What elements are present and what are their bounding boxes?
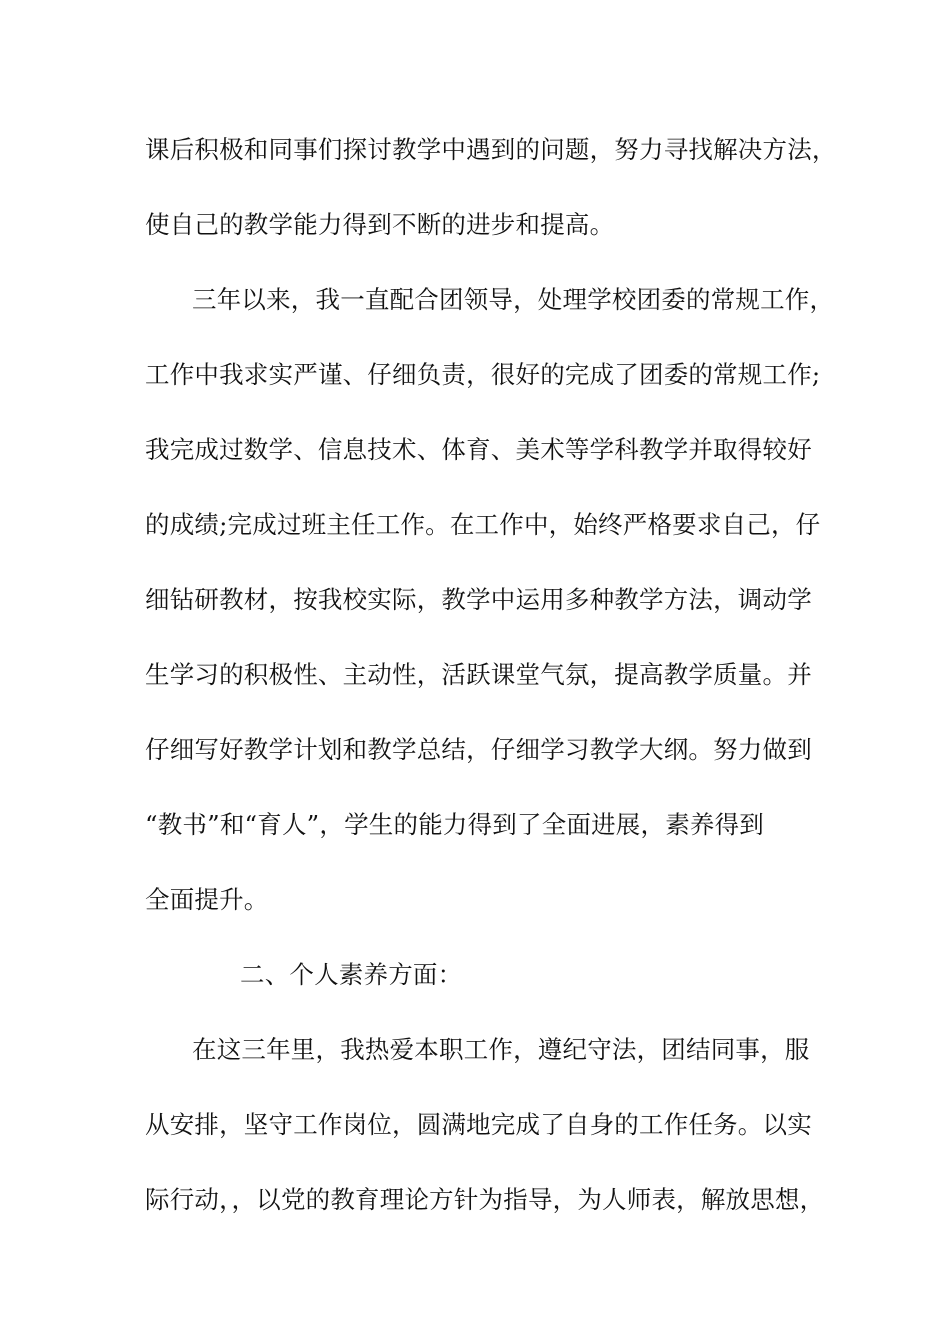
paragraph-line: 使自己的教学能力得到不断的进步和提高。 [145,210,615,239]
paragraph-line: 课后积极和同事们探讨教学中遇到的问题，努力寻找解决方法， [145,135,837,164]
paragraph-line: 仔细写好教学计划和教学总结，仔细学习教学大纲。努力做到 [145,735,812,764]
paragraph-line: 从安排，坚守工作岗位，圆满地完成了自身的工作任务。以实 [145,1110,812,1139]
paragraph-line: 的成绩;完成过班主任工作。在工作中，始终严格要求自己，仔 [145,510,821,539]
paragraph-line: 细钻研教材，按我校实际，教学中运用多种教学方法，调动学 [145,585,812,614]
section-heading: 二、个人素养方面： [240,960,463,989]
paragraph-line: 我完成过数学、信息技术、体育、美术等学科教学并取得较好 [145,435,812,464]
paragraph-line: 全面提升。 [145,885,269,914]
paragraph-line: 在这三年里，我热爱本职工作，遵纪守法，团结同事，服 [192,1035,810,1064]
paragraph-line: “教书”和“育人”，学生的能力得到了全面进展，素养得到 [145,810,764,839]
paragraph-line: 生学习的积极性、主动性，活跃课堂气氛，提高教学质量。并 [145,660,812,689]
paragraph-line: 三年以来，我一直配合团领导，处理学校团委的常规工作， [192,285,835,314]
paragraph-line: 工作中我求实严谨、仔细负责，很好的完成了团委的常规工作; [145,360,821,389]
paragraph-line: 际行动，，以党的教育理论方针为指导，为人师表，解放思想， [145,1185,825,1214]
